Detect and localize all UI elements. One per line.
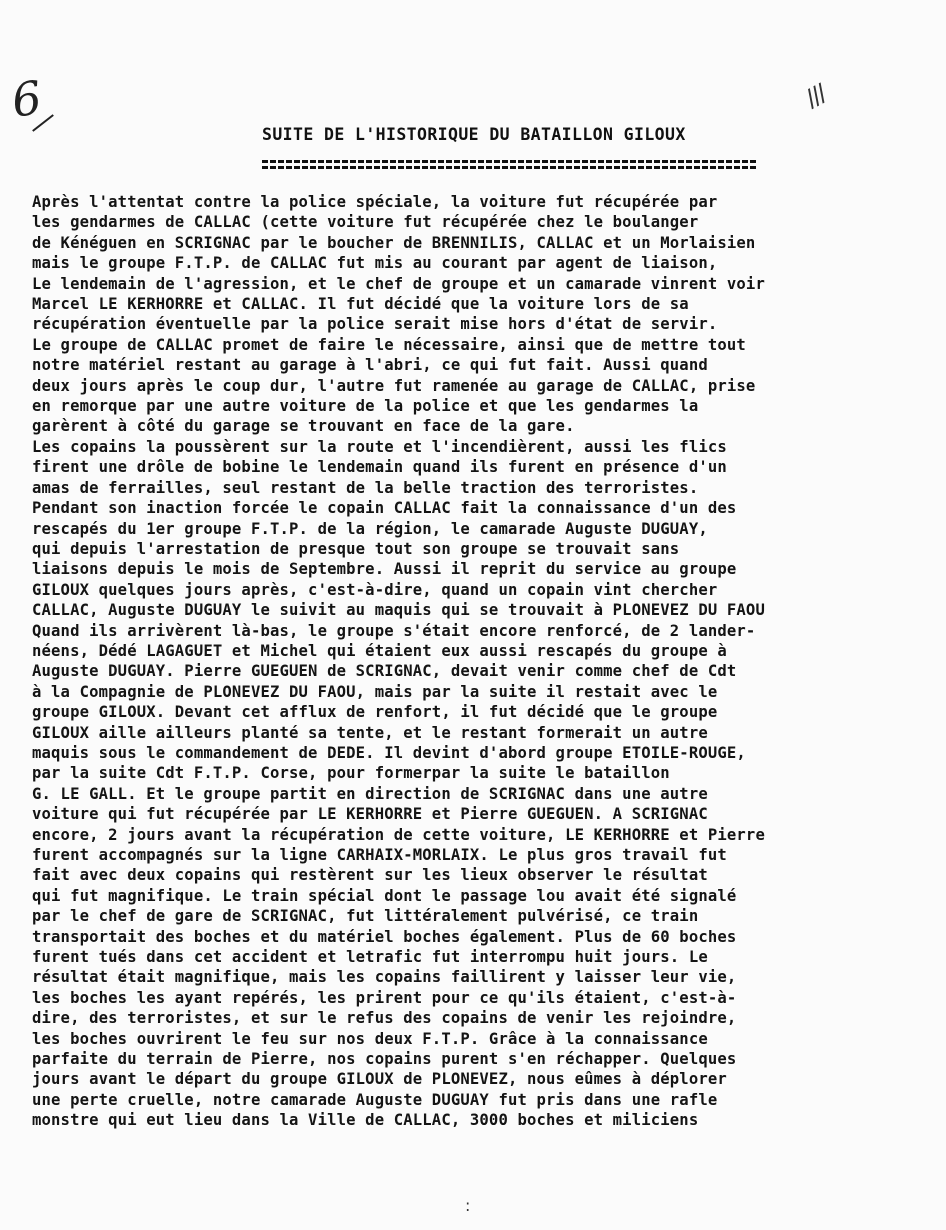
text-line: Après l'attentat contre la police spéciale, la voiture fut récupérée par [32, 193, 718, 211]
text-line: Auguste DUGUAY. Pierre GUEGUEN de SCRIGNAC, devait venir comme chef de Cdt [32, 662, 737, 681]
text-line: de Kénéguen en SCRIGNAC par le boucher de BRENNILIS, CALLAC et un Morlaisien [32, 233, 756, 252]
text-line: les boches les ayant repérés, les prirent pour ce qu'ils étaient, c'est-à- [32, 988, 737, 1007]
text-line: une perte cruelle, notre camarade Auguste DUGUAY fut pris dans une rafle [32, 1090, 718, 1109]
text-line: firent une drôle de bobine le lendemain quand ils furent en présence d'un [32, 458, 727, 477]
text-line: à la Compagnie de PLONEVEZ DU FAOU, mais par la suite il restait avec le [32, 682, 718, 701]
text-line: garèrent à côté du garage se trouvant en face de la gare. [32, 417, 575, 436]
text-line: Marcel LE KERHORRE et CALLAC. Il fut décidé que la voiture lors de sa [32, 295, 689, 314]
text-line: furent tués dans cet accident et letrafic fut interrompu huit jours. Le [32, 948, 708, 967]
text-line: les gendarmes de CALLAC (cette voiture fut récupérée chez le boulanger [32, 213, 699, 232]
text-line: groupe GILOUX. Devant cet afflux de renfort, il fut décidé que le groupe [32, 703, 718, 722]
text-line: en remorque par une autre voiture de la police et que les gendarmes la [32, 397, 699, 416]
text-line: deux jours après le coup dur, l'autre fut ramenée au garage de CALLAC, prise [32, 376, 756, 395]
text-line: Pendant son inaction forcée le copain CALLAC fait la connaissance d'un des [32, 499, 737, 518]
title-double-underline [262, 160, 756, 172]
text-line: Quand ils arrivèrent là-bas, le groupe s'était encore renforcé, de 2 lander- [32, 621, 756, 640]
corner-pen-mark: ∕∕∕ [800, 79, 830, 113]
text-line: GILOUX aille ailleurs planté sa tente, et le restant formerait un autre [32, 723, 708, 742]
bottom-mark: : [465, 1196, 471, 1215]
text-line: liaisons depuis le mois de Septembre. Aussi il reprit du service au groupe [32, 560, 737, 579]
text-line: les boches ouvrirent le feu sur nos deux F.T.P. Grâce à la connaissance [32, 1029, 708, 1048]
text-line: par la suite Cdt F.T.P. Corse, pour formerpar la suite le bataillon [32, 764, 670, 783]
text-line: transportait des boches et du matériel boches également. Plus de 60 boches [32, 927, 737, 946]
text-line: Les copains la poussèrent sur la route et l'incendièrent, aussi les flics [32, 437, 727, 456]
text-line: fait avec deux copains qui restèrent sur les lieux observer le résultat [32, 866, 708, 885]
text-line: résultat était magnifique, mais les copains faillirent y laisser leur vie, [32, 968, 737, 987]
text-line: jours avant le départ du groupe GILOUX de PLONEVEZ, nous eûmes à déplorer [32, 1070, 727, 1089]
text-line: G. LE GALL. Et le groupe partit en direction de SCRIGNAC dans une autre [32, 784, 708, 803]
text-line: Le groupe de CALLAC promet de faire le nécessaire, ainsi que de mettre tout [32, 335, 746, 354]
text-line: CALLAC, Auguste DUGUAY le suivit au maquis qui se trouvait à PLONEVEZ DU FAOU [32, 601, 765, 620]
body-text [32, 192, 944, 1131]
text-line: néens, Dédé LAGAGUET et Michel qui étaient eux aussi rescapés du groupe à [32, 641, 727, 660]
text-line: qui fut magnifique. Le train spécial dont le passage lou avait été signalé [32, 886, 737, 905]
text-line: qui depuis l'arrestation de presque tout son groupe se trouvait sans [32, 539, 680, 558]
text-line: notre matériel restant au garage à l'abri, ce qui fut fait. Aussi quand [32, 356, 708, 375]
text-line: maquis sous le commandement de DEDE. Il devint d'abord groupe ETOILE-ROUGE, [32, 743, 746, 762]
text-line: GILOUX quelques jours après, c'est-à-dire, quand un copain vint chercher [32, 580, 718, 599]
text-line: amas de ferrailles, seul restant de la belle traction des terroristes. [32, 478, 699, 497]
document-title: SUITE DE L'HISTORIQUE DU BATAILLON GILOUX [262, 125, 686, 144]
text-line: récupération éventuelle par la police serait mise hors d'état de servir. [32, 315, 718, 334]
text-line: monstre qui eut lieu dans la Ville de CALLAC, 3000 boches et miliciens [32, 1111, 699, 1130]
text-line: rescapés du 1er groupe F.T.P. de la région, le camarade Auguste DUGUAY, [32, 519, 708, 538]
handwritten-page-number: 6 [8, 70, 45, 128]
text-line: encore, 2 jours avant la récupération de cette voiture, LE KERHORRE et Pierre [32, 825, 765, 844]
text-line: voiture qui fut récupérée par LE KERHORRE et Pierre GUEGUEN. A SCRIGNAC [32, 805, 708, 824]
text-line: furent accompagnés sur la ligne CARHAIX-MORLAIX. Le plus gros travail fut [32, 846, 727, 864]
text-line: par le chef de gare de SCRIGNAC, fut littéralement pulvérisé, ce train [32, 907, 699, 926]
text-line: dire, des terroristes, et sur le refus des copains de venir les rejoindre, [32, 1009, 737, 1028]
text-line: parfaite du terrain de Pierre, nos copains purent s'en réchapper. Quelques [32, 1050, 737, 1069]
text-line: mais le groupe F.T.P. de CALLAC fut mis au courant par agent de liaison, [32, 254, 718, 273]
text-line: Le lendemain de l'agression, et le chef de groupe et un camarade vinrent voir [32, 274, 765, 293]
